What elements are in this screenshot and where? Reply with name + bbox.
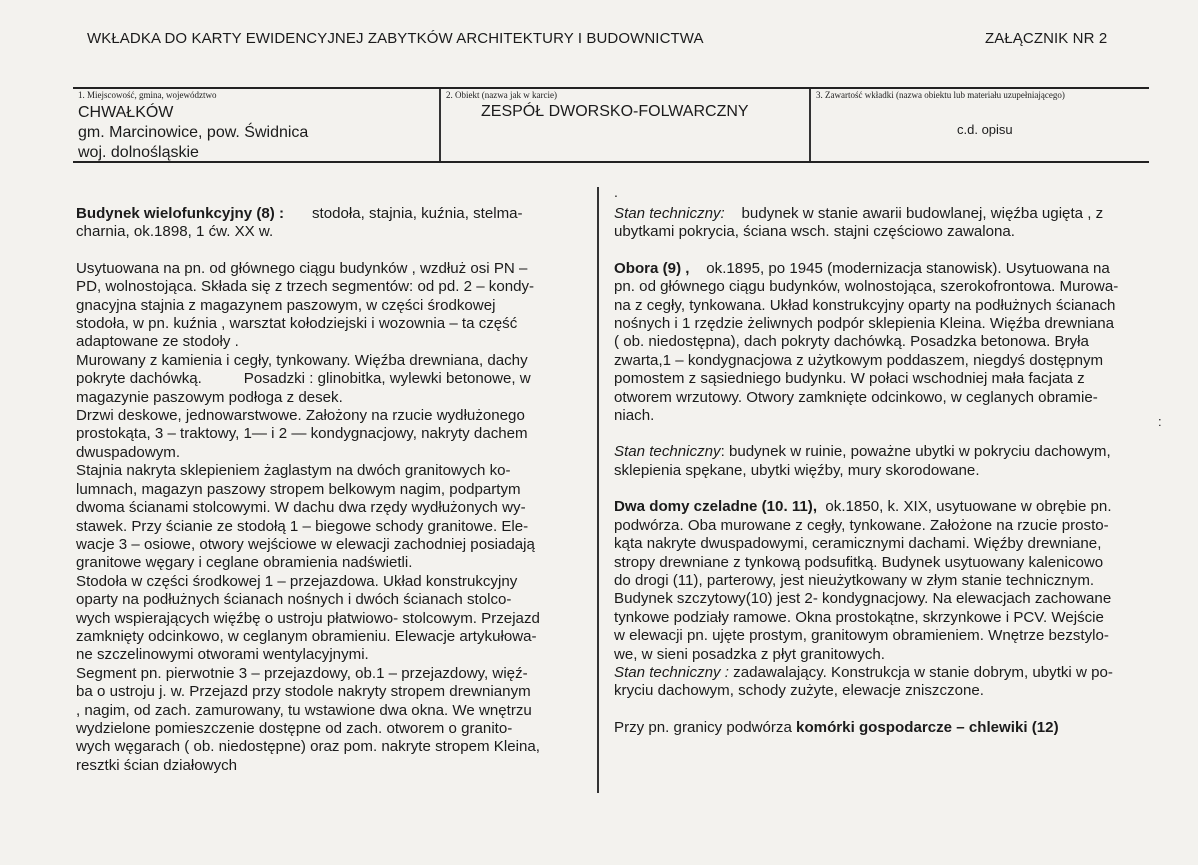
object-box [441,89,811,161]
text-line: Drzwi deskowe, jednowarstwowe. Założony na rzucie wydłużonego [76,407,525,425]
text-line: we, w sieni posadzka z płyt granitowych. [614,645,885,663]
text-line: niach. [614,407,655,425]
info-boxes [73,87,1149,163]
text-line: podwórza. Oba murowane z cegły, tynkowane. Założone na rzucie prosto- [614,516,1109,534]
text-line: stodoła, w pn. kuźnia , warsztat kołodziejski i wozownia – ta część [76,315,518,333]
attachment-number: ZAŁĄCZNIK NR 2 [985,30,1108,47]
text-line: adaptowane ze stodoły . [76,333,239,351]
text-line: w elewacji pn. ujęte prostym, granitowym obramieniem. Wnętrze bezstylo- [614,627,1109,645]
text-line: ne szczelinowymi otworami wentylacyjnymi. [76,646,369,664]
text-line: stropy drewniane z tynkową podsufitką. Budynek usytuowany kalenicowo [614,553,1104,571]
header-title: WKŁADKA DO KARTY EWIDENCYJNEJ ZABYTKÓW ARCHITEKTURY I BUDOWNICTWA [87,30,704,47]
text-line: kąta nakryte dwuspadowymi, ceramicznymi dachami. Więźby drewniane, [614,535,1102,553]
text-line: Usytuowana na pn. od głównego ciągu budynków , wzdłuż osi PN – [76,259,528,277]
location-village: CHWAŁKÓW [78,104,174,121]
text-line: zwarta,1 – kondygnacjowa z użytkowym poddaszem, niegdyś dostępnym [614,351,1104,369]
text-line: pn. od głównego ciągu budynków, wolnostojąca, szerokofrontowa. Murowa- [614,278,1119,296]
text-line: pomostem z sąsiedniego budynku. W połaci wschodniej mała facjata z [614,370,1085,388]
column-divider [597,187,599,793]
location-commune: gm. Marcinowice, pow. Świdnica [78,124,309,141]
text-line: PD, wolnostojąca. Składa się z trzech segmentów: od pd. 2 – kondy- [76,278,535,296]
building-8-title: Budynek wielofunkcyjny (8) : [76,205,284,222]
text-line: budynek w stanie awarii budowlanej, więźba ugięta , z [741,205,1104,222]
text-line: dwoma ścianami stolcowymi. W dachu dwa rzędy wydłużonych wy- [76,499,526,517]
text-line: wych węgarach ( ob. niedostępne) oraz pom. nakryte stropem Kleina, [76,738,540,756]
text-line: ok.1895, po 1945 (modernizacja stanowisk). Usytuowana na [706,259,1110,277]
text-line: sklepienia spękane, ubytki więźby, mury skorodowane. [614,461,980,479]
text-line: zadawalający. Konstrukcja w stanie dobrym, ubytki w po- [728,663,1113,681]
text-line: kryciu dachowym, schody zużyte, elewacje zniszczone. [614,682,984,700]
text-line: lumnach, magazyn paszowy stropem belkowym nagim, podpartym [76,480,521,498]
text-line: Budynek szczytowy(10) jest 2- kondygnacjowy. Na elewacjach zachowane [614,590,1112,608]
text-line: gnacyjna stajnia z magazynem paszowym, w części środkowej [76,296,496,314]
text-line: resztki ścian działowych [76,756,238,774]
servant-houses-title: Dwa domy czeladne (10. 11), [614,498,818,516]
left-column [76,205,570,775]
content-value: c.d. opisu [957,122,1013,137]
outbuildings-prefix: Przy pn. granicy podwórza [614,718,797,736]
dot-mark: . [614,184,618,200]
building-8-line: stodoła, stajnia, kuźnia, stelma- [312,205,523,222]
cowshed-condition [614,443,1152,480]
text-line: Segment pn. pierwotnie 3 – przejazdowy, ob.1 – przejazdowy, więź- [76,664,528,682]
text-line: do drogi (11), parterowy, jest nieużytkowany w złym stanie technicznym. [614,571,1095,589]
text-line: Stajnia nakryta sklepieniem żaglastym na dwóch granitowych ko- [76,462,511,480]
text-line: zamknięty odcinkowo, w ceglanym obramieniu. Elewacje artykułowa- [76,627,537,645]
text-line: stawek. Przy ścianie ze stodołą 1 – biegowe schody granitowe. Ele- [76,517,529,535]
text-line: ( ob. niedostępna), dach pokryty dachówką. Posadzka betonowa. Bryła [614,333,1089,351]
building-8-condition [614,205,1152,242]
text-line: Stodoła w części środkowej 1 – przejazdowa. Układ konstrukcyjny [76,572,518,590]
cowshed-title: Obora (9) , [614,259,690,277]
text-line: nośnych i 1 rzędzie żeliwnych podpór sklepienia Kleina. Więźba drewniana [614,315,1115,333]
text-line: oparty na podłużnych ścianach nośnych i dwóch ścianach stolco- [76,591,512,609]
location-label: 1. Miejscowość, gmina, województwo [78,90,217,100]
text-line: wydzielone pomieszczenie dostępne od zach. otworem o granito- [76,719,513,737]
text-line: ba o ustroju j. w. Przejazd przy stodole nakryty stropem drewnianym [76,683,531,701]
location-box [73,89,441,161]
building-8-description [76,260,570,775]
right-column [614,205,1152,737]
margin-mark: : [1158,414,1162,429]
text-line: , nagim, od zach. zamurowany, tu wstawione dwa okna. We wnętrzu [76,701,532,719]
cowshed-description [614,260,1152,426]
text-line: na z cegły, tynkowana. Układ konstrukcyjny oparty na podłużnych ścianach [614,296,1116,314]
text-line: magazynie paszowym podłoga z desek. [76,388,343,406]
text-line: pokryte dachówką. Posadzki : glinobitka, wylewki betonowe, w [76,370,531,388]
location-voivodeship: woj. dolnośląskie [78,144,199,161]
outbuildings-line [614,719,1152,737]
text-line: wych wspierających więźbę o ustroju płatwiowo- stolcowym. Przejazd [76,609,540,627]
servant-houses-description [614,498,1152,700]
text-line: tynkowe podziały ramowe. Okna prostokątne, skrzynkowe i PCV. Wejście [614,608,1104,626]
text-line: prostokąta, 3 – traktowy, 1— i 2 — kondygnacjowy, nakryty dachem [76,425,528,443]
building-8-heading [76,205,570,242]
condition-label: Stan techniczny: [614,205,725,222]
text-line: ok.1850, k. XIX, usytuowane w obrębie pn. [825,498,1112,516]
text-line: ubytkami pokrycia, ściana wsch. stajni częściowo zawalona. [614,223,1015,241]
content-label: 3. Zawartość wkładki (nazwa obiektu lub materiału uzupełniającego) [816,90,1065,100]
building-8-line: charnia, ok.1898, 1 ćw. XX w. [76,223,274,241]
text-line: : budynek w ruinie, poważne ubytki w pokryciu dachowym, [720,443,1111,461]
condition-label: Stan techniczny : [614,663,729,681]
condition-label: Stan techniczny [614,443,721,461]
text-line: Murowany z kamienia i cegły, tynkowany. Więźba drewniana, dachy [76,351,528,369]
text-line: granitowe węgary i ceglane obramienia nadświetli. [76,554,413,572]
text-line: dwuspadowym. [76,443,181,461]
text-line: wacje 3 – osiowe, otwory wejściowe w elewacji zachodniej posiadają [76,535,535,553]
outbuildings-title: komórki gospodarcze – chlewiki (12) [796,718,1059,736]
content-box [811,89,1149,161]
object-name: ZESPÓŁ DWORSKO-FOLWARCZNY [481,103,749,120]
object-label: 2. Obiekt (nazwa jak w karcie) [446,90,557,100]
text-line: otworem wrzutowy. Otwory zamknięte odcinkowo, w ceglanych obramie- [614,388,1098,406]
